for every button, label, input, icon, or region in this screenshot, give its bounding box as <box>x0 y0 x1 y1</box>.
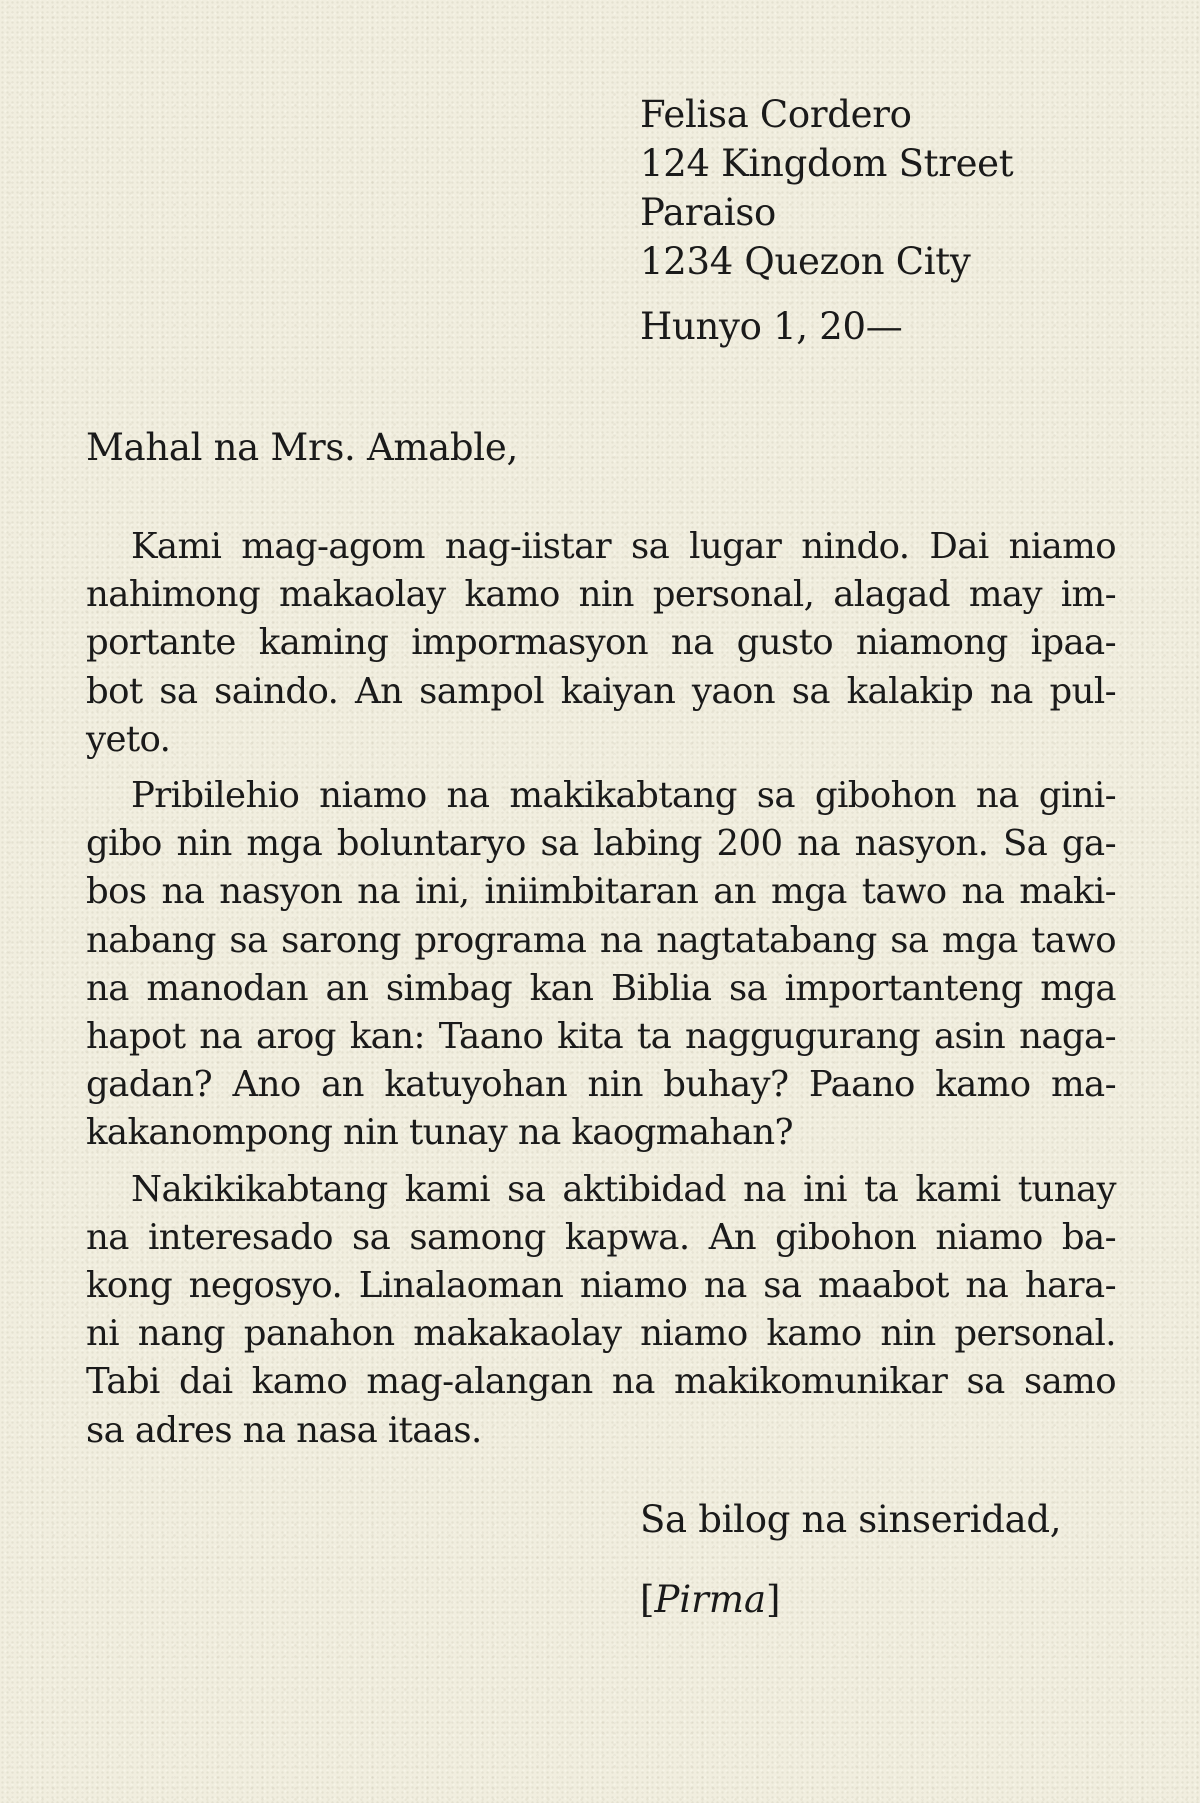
signature-close-bracket: ] <box>766 1578 781 1621</box>
sender-street: 124 Kingdom Street <box>640 142 1014 185</box>
paragraph-line: bot sa saindo. An sampol kaiyan yaon sa kalakip na pul- <box>86 670 1116 712</box>
paragraph-line: nabang sa sarong programa na nagtatabang sa mga tawo <box>86 919 1116 961</box>
letter-body <box>86 523 1116 1463</box>
paragraph-line: Pribilehio niamo na makikabtang sa gibohon na gini- <box>131 775 1116 817</box>
signature-word: Pirma <box>654 1578 766 1621</box>
paragraph-line: yeto. <box>86 718 171 760</box>
paragraph-line: gibo nin mga boluntaryo sa labing 200 na nasyon. Sa ga- <box>86 823 1116 865</box>
paragraph-3 <box>86 1166 1116 1455</box>
paragraph-line: na manodan an simbag kan Biblia sa importanteng mga <box>86 967 1116 1009</box>
paragraph-line: gadan? Ano an katuyohan nin buhay? Paano kamo ma- <box>86 1064 1116 1106</box>
sender-district: Paraiso <box>640 191 777 234</box>
paragraph-line: kakanompong nin tunay na kaogmahan? <box>86 1112 793 1154</box>
paragraph-line: Tabi dai kamo mag-alangan na makikomunikar sa samo <box>86 1361 1116 1403</box>
paragraph-line: ni nang panahon makakaolay niamo kamo nin personal. <box>86 1313 1116 1355</box>
paragraph-line: portante kaming impormasyon na gusto niamong ipaa- <box>86 622 1116 664</box>
sender-name: Felisa Cordero <box>640 93 912 136</box>
signature-placeholder <box>640 1575 780 1624</box>
letter-date: Hunyo 1, 20— <box>640 305 903 348</box>
paragraph-line: bos na nasyon na ini, iniimbitaran an mga tawo na maki- <box>86 871 1116 913</box>
salutation: Mahal na Mrs. Amable, <box>86 426 518 469</box>
paragraph-2 <box>86 772 1116 1158</box>
paragraph-line: na interesado sa samong kapwa. An gibohon niamo ba- <box>86 1216 1116 1258</box>
paragraph-line: kong negosyo. Linalaoman niamo na sa maabot na hara- <box>86 1265 1116 1307</box>
paragraph-line: Nakikikabtang kami sa aktibidad na ini ta kami tunay <box>131 1168 1116 1210</box>
paragraph-line: sa adres na nasa itaas. <box>86 1409 482 1451</box>
signature-open-bracket: [ <box>640 1578 655 1621</box>
sender-city: 1234 Quezon City <box>640 240 971 283</box>
paragraph-line: nahimong makaolay kamo nin personal, alagad may im- <box>86 574 1116 616</box>
paragraph-line: hapot na arog kan: Taano kita ta naggugurang asin naga- <box>86 1016 1116 1058</box>
paragraph-1 <box>86 523 1116 764</box>
closing: Sa bilog na sinseridad, <box>640 1498 1062 1541</box>
paragraph-line: Kami mag-agom nag-iistar sa lugar nindo. Dai niamo <box>131 526 1116 567</box>
sender-address-block <box>640 90 1013 286</box>
